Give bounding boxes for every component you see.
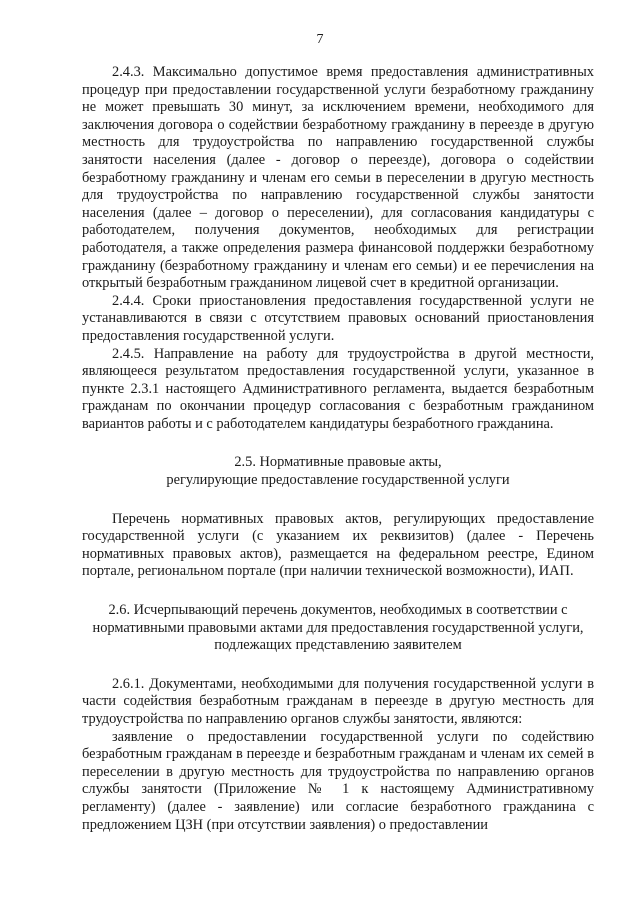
- heading-2-6-line-2: нормативными правовыми актами для предоставления государственной услуги,: [92, 619, 584, 636]
- section-heading-2-6: [82, 602, 594, 655]
- page-number: 7: [316, 32, 324, 47]
- heading-2-6-line-3: подлежащих представлению заявителем: [214, 637, 462, 654]
- heading-2-5-line-1: 2.5. Нормативные правовые акты,: [234, 454, 442, 471]
- paragraph-2-4-5: 2.4.5. Направление на работу для трудоустройства в другой местности, являющееся результатом предоставления государственной услуги, указанное в пункте 2.3.1 настоящего Административного регламента, выдается безработным гражданам по окончании процедур согласования с безработным гражданином вариантов работы и с работодателем кандидатуры безработного гражданина.: [82, 345, 594, 432]
- heading-2-6-line-1: 2.6. Исчерпывающий перечень документов, необходимых в соответствии с: [108, 602, 568, 619]
- paragraph-2-4-4: 2.4.4. Сроки приостановления предоставления государственной услуги не устанавливаются в связи с отсутствием правовых оснований приостановления предоставления государственной услуги.: [82, 292, 594, 344]
- paragraph-2-6-1: 2.6.1. Документами, необходимыми для получения государственной услуги в части содействия безработным гражданам в переезде в другую местность для трудоустройства по направлению органов службы занятости, являются:: [82, 675, 594, 727]
- section-heading-2-5: [82, 454, 594, 489]
- document-body: [82, 64, 594, 834]
- paragraph-perechen: Перечень нормативных правовых актов, регулирующих предоставление государственной услуги (с указанием их реквизитов) (далее - Перечень нормативных правовых актов), размещается на федеральном реестре, Едином портале, региональном портале (при наличии технической возможности), ИАП.: [82, 510, 594, 580]
- paragraph-zayavlenie: заявление о предоставлении государственной услуги по содействию безработным гражданам в переезде и безработным гражданам и членам их семей в переселении в другую местность для трудоустройства по направлению органов службы занятости (Приложение № 1 к настоящему Административному регламенту) (далее - заявление) или согласие безработного гражданина с предложением ЦЗН (при отсутствии заявления) о предоставлении: [82, 728, 594, 833]
- heading-2-5-line-2: регулирующие предоставление государственной услуги: [166, 472, 510, 489]
- paragraph-2-4-3: 2.4.3. Максимально допустимое время предоставления административных процедур при предоставлении государственной услуги безработному гражданину не может превышать 30 минут, за исключением времени, необходимого для заключения договора о содействии безработному гражданину в переезде в другую местность для трудоустройства по направлению государственной службы занятости населения (далее - договор о переезде), договора о содействии безработному гражданину и членам его семьи в переселении в другую местность для трудоустройства по направлению государственной службы занятости населения (далее – договор о переселении), для согласования кандидатуры с работодателем, получения документов, необходимых для регистрации работодателя, а также определения размера финансовой поддержки безработному гражданину (безработному гражданину и членам его семьи) и ее перечисления на открытый безработным гражданином лицевой счет в кредитной организации.: [82, 64, 594, 292]
